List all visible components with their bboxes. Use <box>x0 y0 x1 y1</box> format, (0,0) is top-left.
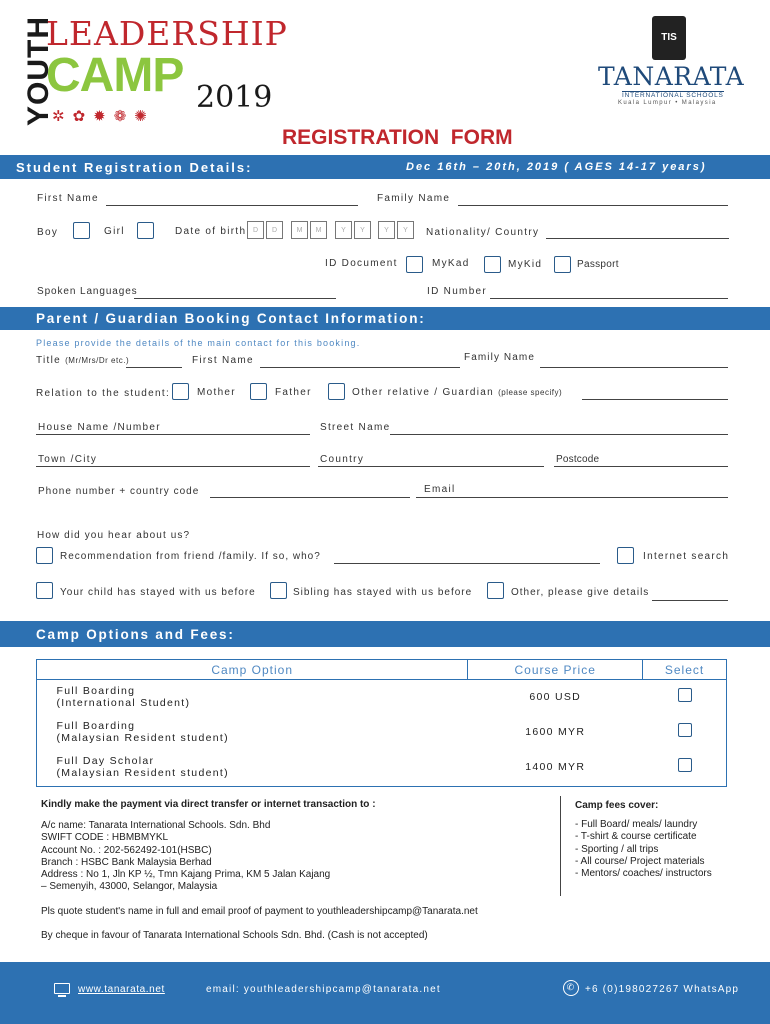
course-price-header: Course Price <box>468 660 643 680</box>
school-sub: INTERNATIONAL SCHOOLS <box>622 92 724 99</box>
select-cell <box>643 680 727 715</box>
payment-quote: Pls quote student's name in full and email proof of payment to youthleadershipcamp@Tanarata.net <box>41 906 478 917</box>
email-label: Email <box>424 484 456 495</box>
stayed-before-label: Your child has stayed with us before <box>60 587 256 598</box>
dob-box-d1[interactable]: D <box>247 221 264 239</box>
first-name-label: First Name <box>37 193 99 204</box>
whatsapp-icon: ✆ <box>563 980 579 996</box>
dob-box-y2[interactable]: Y <box>354 221 371 239</box>
school-badge: TIS <box>652 16 686 60</box>
dob-box-m1[interactable]: M <box>291 221 308 239</box>
covers-heading: Camp fees cover: <box>575 800 659 811</box>
dob-label: Date of birth <box>175 226 247 237</box>
internet-search-checkbox[interactable] <box>617 547 634 564</box>
website-link[interactable]: www.tanarata.net <box>78 984 165 995</box>
camp-logo <box>14 12 294 127</box>
hear-about-label: How did you hear about us? <box>37 530 191 541</box>
title-label: Title (Mr/Mrs/Dr etc.) <box>36 355 130 366</box>
town-field[interactable] <box>36 466 310 467</box>
mother-label: Mother <box>197 387 236 398</box>
passport-checkbox[interactable] <box>554 256 571 273</box>
camp-heading: Camp Options and Fees: <box>36 627 235 642</box>
other-source-field[interactable] <box>652 600 728 601</box>
camp-dates: Dec 16th – 20th, 2019 ( AGES 14-17 years) <box>406 161 707 173</box>
select-checkbox[interactable] <box>678 758 692 772</box>
payment-cheque: By cheque in favour of Tanarata International Schools Sdn. Bhd. (Cash is not accepted) <box>41 930 428 941</box>
dob-box-y4[interactable]: Y <box>397 221 414 239</box>
country-label: Country <box>320 454 365 465</box>
mother-checkbox[interactable] <box>172 383 189 400</box>
passport-label: Passport <box>577 259 619 270</box>
house-label: House Name /Number <box>38 422 161 433</box>
postcode-label: Postcode <box>556 454 600 465</box>
camp-row <box>37 750 727 785</box>
logo-youth: YOUTH <box>22 16 55 126</box>
school-name: TANARATA <box>598 62 745 91</box>
spoken-languages-field[interactable] <box>134 298 336 299</box>
monitor-stand <box>58 995 66 997</box>
footer-phone: +6 (0)198027267 WhatsApp <box>585 984 740 995</box>
town-label: Town /City <box>38 454 98 465</box>
select-cell <box>643 715 727 750</box>
logo-leadership: LEADERSHIP <box>46 14 288 53</box>
dob-box-m2[interactable]: M <box>310 221 327 239</box>
title-field[interactable] <box>126 367 182 368</box>
payment-details: A/c name: Tanarata International Schools. Sdn. Bhd SWIFT CODE : HBMBMYKL Account No. : 202-562492-101(HSBC) Branch : HSBC Bank Malaysia Berhad Address : No 1, Jln KP ½, Tmn Kajang Prima, KM 5 Jalan Kajang – Semenyih, 43000, Selangor, Malaysia <box>41 820 331 893</box>
payment-divider <box>560 796 561 896</box>
girl-checkbox[interactable] <box>137 222 154 239</box>
course-price-cell: 1400 MYR <box>525 761 586 773</box>
school-logo <box>596 14 746 104</box>
footer-email: email: youthleadershipcamp@tanarata.net <box>206 984 441 995</box>
other-relative-label: Other relative / Guardian (please specify) <box>352 387 563 398</box>
parent-section-bar <box>0 307 770 330</box>
select-checkbox[interactable] <box>678 688 692 702</box>
mykad-checkbox[interactable] <box>406 256 423 273</box>
camp-option-cell: Full Boarding (International Student) <box>56 685 191 710</box>
parent-family-name-label: Family Name <box>464 352 535 363</box>
street-field[interactable] <box>390 434 728 435</box>
covers-list: - Full Board/ meals/ laundry - T-shirt & course certificate - Sporting / all trips - All course/ Project materials - Mentors/ coaches/ instructors <box>575 819 712 880</box>
logo-ornaments: ✲✿✹❁✺ <box>52 108 155 125</box>
select-header: Select <box>643 660 727 680</box>
please-specify-hint: (please specify) <box>498 388 563 397</box>
other-source-label: Other, please give details <box>511 587 650 598</box>
logo-camp: CAMP <box>46 49 184 102</box>
girl-label: Girl <box>104 226 125 237</box>
parent-first-name-label: First Name <box>192 355 254 366</box>
form-title: REGISTRATION FORM <box>282 126 513 149</box>
phone-label: Phone number + country code <box>38 486 200 497</box>
mykid-checkbox[interactable] <box>484 256 501 273</box>
camp-options-table <box>36 659 727 785</box>
recommendation-field[interactable] <box>334 563 600 564</box>
recommendation-checkbox[interactable] <box>36 547 53 564</box>
phone-field[interactable] <box>210 497 410 498</box>
country-field[interactable] <box>318 466 544 467</box>
other-source-checkbox[interactable] <box>487 582 504 599</box>
title-hint: (Mr/Mrs/Dr etc.) <box>65 356 130 365</box>
id-number-label: ID Number <box>427 286 488 297</box>
camp-table-header <box>37 660 727 680</box>
nationality-field[interactable] <box>546 238 729 239</box>
camp-section-bar <box>0 621 770 647</box>
sibling-checkbox[interactable] <box>270 582 287 599</box>
dob-box-y1[interactable]: Y <box>335 221 352 239</box>
postcode-field[interactable] <box>554 466 728 467</box>
first-name-field[interactable] <box>106 205 358 206</box>
street-label: Street Name <box>320 422 391 433</box>
spoken-languages-label: Spoken Languages <box>37 286 138 297</box>
boy-label: Boy <box>37 227 59 238</box>
course-price-cell: 1600 MYR <box>525 726 586 738</box>
student-heading: Student Registration Details: <box>16 160 253 175</box>
parent-first-name-field[interactable] <box>260 367 460 368</box>
family-name-label: Family Name <box>377 193 451 204</box>
id-document-label: ID Document <box>325 258 398 269</box>
monitor-icon <box>54 983 70 994</box>
select-checkbox[interactable] <box>678 723 692 737</box>
recommendation-label: Recommendation from friend /family. If so, who? <box>60 551 321 562</box>
father-label: Father <box>275 387 312 398</box>
student-section-bar <box>0 155 770 179</box>
email-field[interactable] <box>416 497 728 498</box>
boy-checkbox[interactable] <box>73 222 90 239</box>
camp-row <box>37 715 727 750</box>
nationality-label: Nationality/ Country <box>426 227 540 238</box>
footer-bar <box>0 962 770 1024</box>
logo-year: 2019 <box>196 80 273 115</box>
other-relative-checkbox[interactable] <box>328 383 345 400</box>
id-number-field[interactable] <box>490 298 728 299</box>
mykid-label: MyKid <box>508 259 543 270</box>
select-cell <box>643 750 727 785</box>
mykad-label: MyKad <box>432 258 470 269</box>
relation-label: Relation to the student: <box>36 388 171 399</box>
other-relative-field[interactable] <box>582 399 728 400</box>
sibling-label: Sibling has stayed with us before <box>293 587 473 598</box>
camp-option-cell: Full Day Scholar (Malaysian Resident student) <box>56 755 229 779</box>
dob-box-d2[interactable]: D <box>266 221 283 239</box>
camp-option-header: Camp Option <box>37 660 468 680</box>
family-name-field[interactable] <box>458 205 728 206</box>
house-field[interactable] <box>36 434 310 435</box>
parent-heading: Parent / Guardian Booking Contact Information: <box>36 311 426 326</box>
parent-note: Please provide the details of the main contact for this booking. <box>36 338 361 348</box>
parent-family-name-field[interactable] <box>540 367 728 368</box>
course-price-cell: 600 USD <box>529 691 582 704</box>
father-checkbox[interactable] <box>250 383 267 400</box>
dob-box-y3[interactable]: Y <box>378 221 395 239</box>
stayed-before-checkbox[interactable] <box>36 582 53 599</box>
internet-search-label: Internet search <box>643 551 730 562</box>
camp-option-cell: Full Boarding (Malaysian Resident student) <box>56 720 229 744</box>
payment-heading: Kindly make the payment via direct transfer or internet transaction to : <box>41 799 376 810</box>
camp-row <box>37 680 727 715</box>
school-location: Kuala Lumpur • Malaysia <box>618 100 717 106</box>
